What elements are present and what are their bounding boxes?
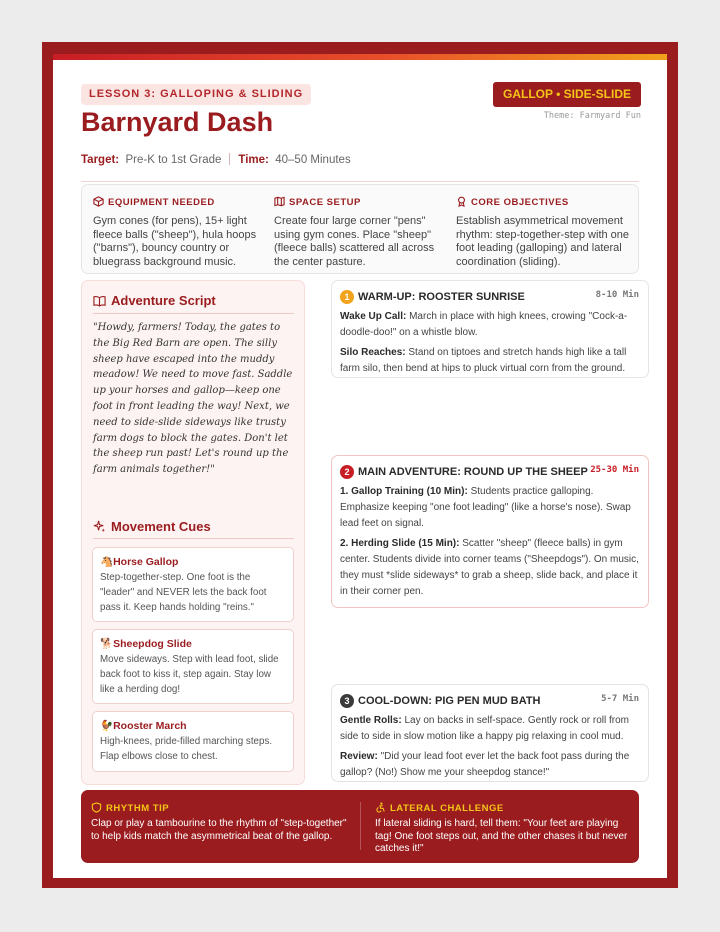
- time-value: 40–50 Minutes: [275, 154, 351, 166]
- script-title: Adventure Script: [111, 293, 216, 308]
- cues-divider: [93, 538, 294, 539]
- phase-card-cool-down: [331, 684, 649, 782]
- phase-number: 1: [340, 290, 354, 304]
- phase-item: 1. Gallop Training (10 Min): Students practice galloping. Emphasize keeping "one foot leading" (like a horse's nose). Swap lead feet on signal.: [340, 486, 631, 529]
- cue-body: High-knees, pride-filled marching steps. Flap elbows close to chest.: [100, 736, 273, 762]
- lateral-challenge: [375, 802, 633, 856]
- phase-item: Review: "Did your lead foot ever let the back foot pass during the gallop? (No!) Show me your sheepdog stance!": [340, 751, 630, 778]
- horse-icon: 🐴: [100, 556, 114, 568]
- cue-title: Rooster March: [113, 720, 187, 732]
- equipment-title: EQUIPMENT NEEDED: [108, 197, 215, 208]
- tips-footer: [81, 790, 639, 863]
- script-divider: [93, 313, 294, 314]
- lateral-challenge-body: If lateral sliding is hard, tell them: "Your feet are playing tag! One foot steps out, and the other chases it but never catches it!": [375, 818, 628, 854]
- accent-bar: [53, 54, 667, 60]
- skill-badge: GALLOP • SIDE-SLIDE: [493, 82, 641, 107]
- rooster-icon: 🐓: [100, 720, 114, 732]
- dog-icon: 🐕: [100, 638, 114, 650]
- map-icon: [274, 196, 285, 207]
- phase-title: COOL-DOWN: PIG PEN MUD BATH: [358, 695, 541, 707]
- phase-item: Gentle Rolls: Lay on backs in self-space. Gently rock or roll from side to side in slow motion like a happy pig relaxing in cool mud.: [340, 715, 629, 742]
- phase-number: 3: [340, 694, 354, 708]
- box-icon: [93, 196, 104, 207]
- phase-duration: 5-7 Min: [601, 694, 639, 704]
- lesson-page: [53, 54, 667, 878]
- cues-title: Movement Cues: [111, 519, 211, 534]
- target-value: Pre-K to 1st Grade: [125, 154, 222, 166]
- equipment-section: [93, 196, 268, 269]
- phase-title: MAIN ADVENTURE: ROUND UP THE SHEEP: [358, 466, 588, 478]
- phase-duration: 25-30 Min: [590, 465, 639, 475]
- script-heading: [93, 293, 216, 308]
- rhythm-tip-body: Clap or play a tambourine to the rhythm of "step-together" to help kids match the asymmetrical beat of the gallop.: [91, 818, 347, 842]
- phase-number: 2: [340, 465, 354, 479]
- accessibility-icon: [375, 802, 386, 813]
- page-frame: [42, 42, 678, 888]
- phase-title: WARM-UP: ROOSTER SUNRISE: [358, 291, 525, 303]
- cue-title: Horse Gallop: [113, 556, 179, 568]
- rhythm-tip: [91, 802, 349, 843]
- footer-divider: [360, 802, 361, 850]
- shield-icon: [91, 802, 102, 813]
- objectives-title: CORE OBJECTIVES: [471, 197, 569, 208]
- space-setup-title: SPACE SETUP: [289, 197, 361, 208]
- page-title: Barnyard Dash: [81, 107, 274, 137]
- book-icon: [93, 295, 106, 307]
- theme-label: Theme: Farmyard Fun: [543, 111, 641, 121]
- phase-item: 2. Herding Slide (15 Min): Scatter "sheep" (fleece balls) in gym center. Students divide into corner teams ("Sheepdogs"). On music, they must *slide sideways* to grab a sheep, slide back, and place it in their corner pen.: [340, 538, 639, 597]
- phase-card-main-adventure: [331, 455, 649, 608]
- lesson-tag: LESSON 3: GALLOPING & SLIDING: [81, 84, 311, 105]
- header-divider: [81, 181, 639, 182]
- phase-card-warm-up: [331, 280, 649, 378]
- equipment-body: Gym cones (for pens), 15+ light fleece balls ("sheep"), hula hoops ("barns"), bouncy country or bluegrass background music.: [93, 215, 257, 268]
- objectives-section: [456, 196, 631, 269]
- award-icon: [456, 196, 467, 207]
- rhythm-tip-title: RHYTHM TIP: [106, 803, 170, 814]
- space-setup-body: Create four large corner "pens" using gym cones. Place "sheep" (fleece balls) scattered all across the center pasture.: [274, 215, 435, 268]
- phase-item: Silo Reaches: Stand on tiptoes and stretch hands high like a tall farm silo, then bend at hips to pluck virtual corn from the ground.: [340, 347, 627, 374]
- sparkle-icon: [93, 520, 106, 533]
- adventure-script-text: "Howdy, farmers! Today, the gates to the Big Red Barn are open. The silly sheep have escaped into the muddy meadow! We need to move fast. Saddle up your horses and gallop—keep one foot in front leading the way! Next, we need to side-slide sideways like trusty farm dogs to block the gates. Don't let the sheep run past! Let's round up the farm animals together!": [93, 322, 293, 476]
- cue-card-horse-gallop: [92, 547, 294, 622]
- cue-card-rooster-march: [92, 711, 294, 772]
- header: [81, 84, 641, 174]
- cue-body: Move sideways. Step with lead foot, slide back foot to kiss it, step again. Stay low like a herding dog!: [100, 654, 279, 695]
- lateral-challenge-title: LATERAL CHALLENGE: [390, 803, 504, 814]
- cue-card-sheepdog-slide: [92, 629, 294, 704]
- cue-body: Step-together-step. One foot is the "leader" and NEVER lets the back foot pass it. Keep hands holding "reins.": [100, 572, 267, 613]
- info-panel: [81, 184, 639, 274]
- meta-divider: [229, 153, 230, 165]
- left-column: [81, 280, 305, 785]
- phase-duration: 8-10 Min: [595, 290, 639, 300]
- target-label: Target:: [81, 154, 120, 166]
- cues-heading: [93, 519, 211, 534]
- time-label: Time:: [238, 154, 269, 166]
- space-setup-section: [274, 196, 449, 269]
- lesson-meta: [81, 153, 351, 166]
- cue-title: Sheepdog Slide: [113, 638, 192, 650]
- objectives-body: Establish asymmetrical movement rhythm: step-together-step with one foot leading (galloping) and lateral coordination (sliding).: [456, 215, 630, 268]
- phase-item: Wake Up Call: March in place with high knees, crowing "Cock-a-doodle-doo!" on a whistle blow.: [340, 311, 628, 338]
